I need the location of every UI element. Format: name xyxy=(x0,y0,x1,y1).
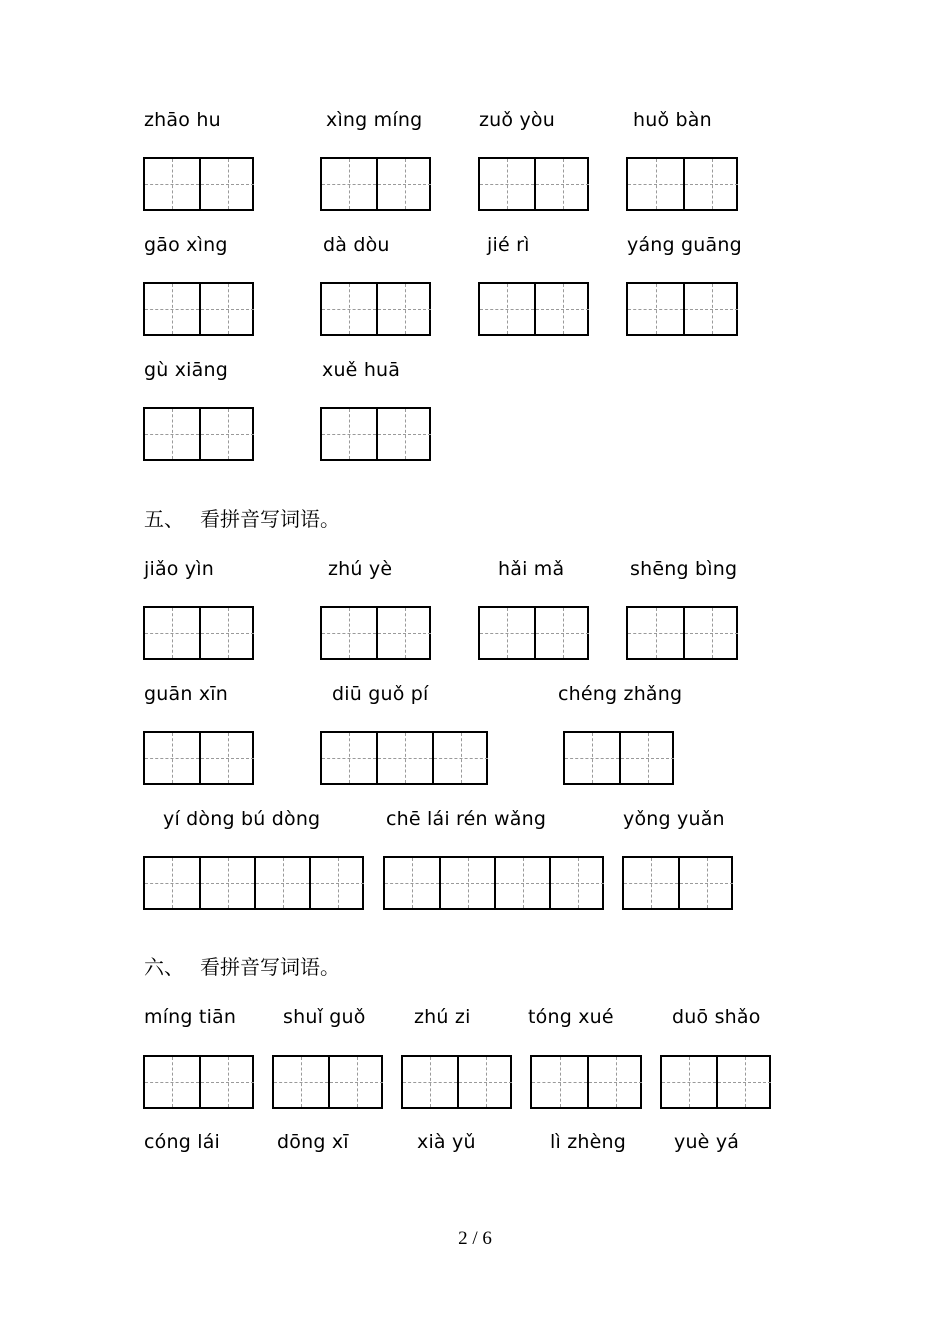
section-title: 看拼音写词语。 xyxy=(200,955,340,979)
pinyin-label: guān xīn xyxy=(144,683,228,705)
pinyin-label: dà dòu xyxy=(323,234,390,256)
writing-grid[interactable] xyxy=(143,606,254,660)
section-number: 五、 xyxy=(144,507,184,531)
pinyin-label: shēng bìng xyxy=(630,558,738,580)
section-title: 看拼音写词语。 xyxy=(200,507,340,531)
writing-grid[interactable] xyxy=(143,856,364,910)
writing-grid[interactable] xyxy=(143,731,254,785)
writing-grid[interactable] xyxy=(626,282,738,336)
writing-grid[interactable] xyxy=(272,1055,383,1109)
pinyin-label: diū guǒ pí xyxy=(332,683,429,705)
writing-grid[interactable] xyxy=(143,1055,254,1109)
writing-grid[interactable] xyxy=(143,157,254,211)
writing-grid[interactable] xyxy=(320,282,431,336)
writing-grid[interactable] xyxy=(626,606,738,660)
pinyin-label: duō shǎo xyxy=(672,1006,761,1028)
pinyin-label: míng tiān xyxy=(144,1006,237,1028)
pinyin-label: jié rì xyxy=(487,234,530,256)
pinyin-label: xìng míng xyxy=(326,109,423,131)
pinyin-label: zhú yè xyxy=(328,558,393,580)
writing-grid[interactable] xyxy=(626,157,738,211)
pinyin-label: xià yǔ xyxy=(417,1131,476,1153)
pinyin-label: shuǐ guǒ xyxy=(283,1006,366,1028)
writing-grid[interactable] xyxy=(401,1055,512,1109)
pinyin-label: chéng zhǎng xyxy=(558,683,683,705)
pinyin-label: gù xiāng xyxy=(144,359,229,381)
pinyin-label: zhú zi xyxy=(414,1006,471,1028)
pinyin-label: yáng guāng xyxy=(627,234,742,256)
pinyin-label: yǒng yuǎn xyxy=(623,808,725,830)
pinyin-label: cóng lái xyxy=(144,1131,221,1153)
pinyin-label: chē lái rén wǎng xyxy=(386,808,547,830)
pinyin-label: yuè yá xyxy=(674,1131,740,1153)
pinyin-label: dōng xī xyxy=(277,1131,349,1153)
pinyin-label: xuě huā xyxy=(322,359,401,381)
section-number: 六、 xyxy=(144,955,184,979)
writing-grid[interactable] xyxy=(143,407,254,461)
writing-grid[interactable] xyxy=(320,606,431,660)
writing-grid[interactable] xyxy=(320,157,431,211)
pinyin-label: tóng xué xyxy=(528,1006,614,1028)
writing-grid[interactable] xyxy=(563,731,674,785)
section-heading xyxy=(144,509,340,529)
writing-grid[interactable] xyxy=(622,856,733,910)
pinyin-label: zuǒ yòu xyxy=(479,109,555,131)
pinyin-label: huǒ bàn xyxy=(633,109,712,131)
pinyin-label: jiǎo yìn xyxy=(144,558,215,580)
pinyin-label: yí dòng bú dòng xyxy=(163,808,321,830)
writing-grid[interactable] xyxy=(478,282,589,336)
writing-grid[interactable] xyxy=(320,731,488,785)
writing-grid[interactable] xyxy=(478,157,589,211)
pinyin-label: lì zhèng xyxy=(550,1131,627,1153)
section-heading xyxy=(144,957,340,977)
writing-grid[interactable] xyxy=(478,606,589,660)
page-number: 2 / 6 xyxy=(458,1228,492,1249)
writing-grid[interactable] xyxy=(143,282,254,336)
pinyin-label: hǎi mǎ xyxy=(498,558,565,580)
pinyin-label: zhāo hu xyxy=(144,109,221,131)
writing-grid[interactable] xyxy=(660,1055,771,1109)
pinyin-label: gāo xìng xyxy=(144,234,228,256)
writing-grid[interactable] xyxy=(320,407,431,461)
writing-grid[interactable] xyxy=(383,856,604,910)
writing-grid[interactable] xyxy=(530,1055,642,1109)
